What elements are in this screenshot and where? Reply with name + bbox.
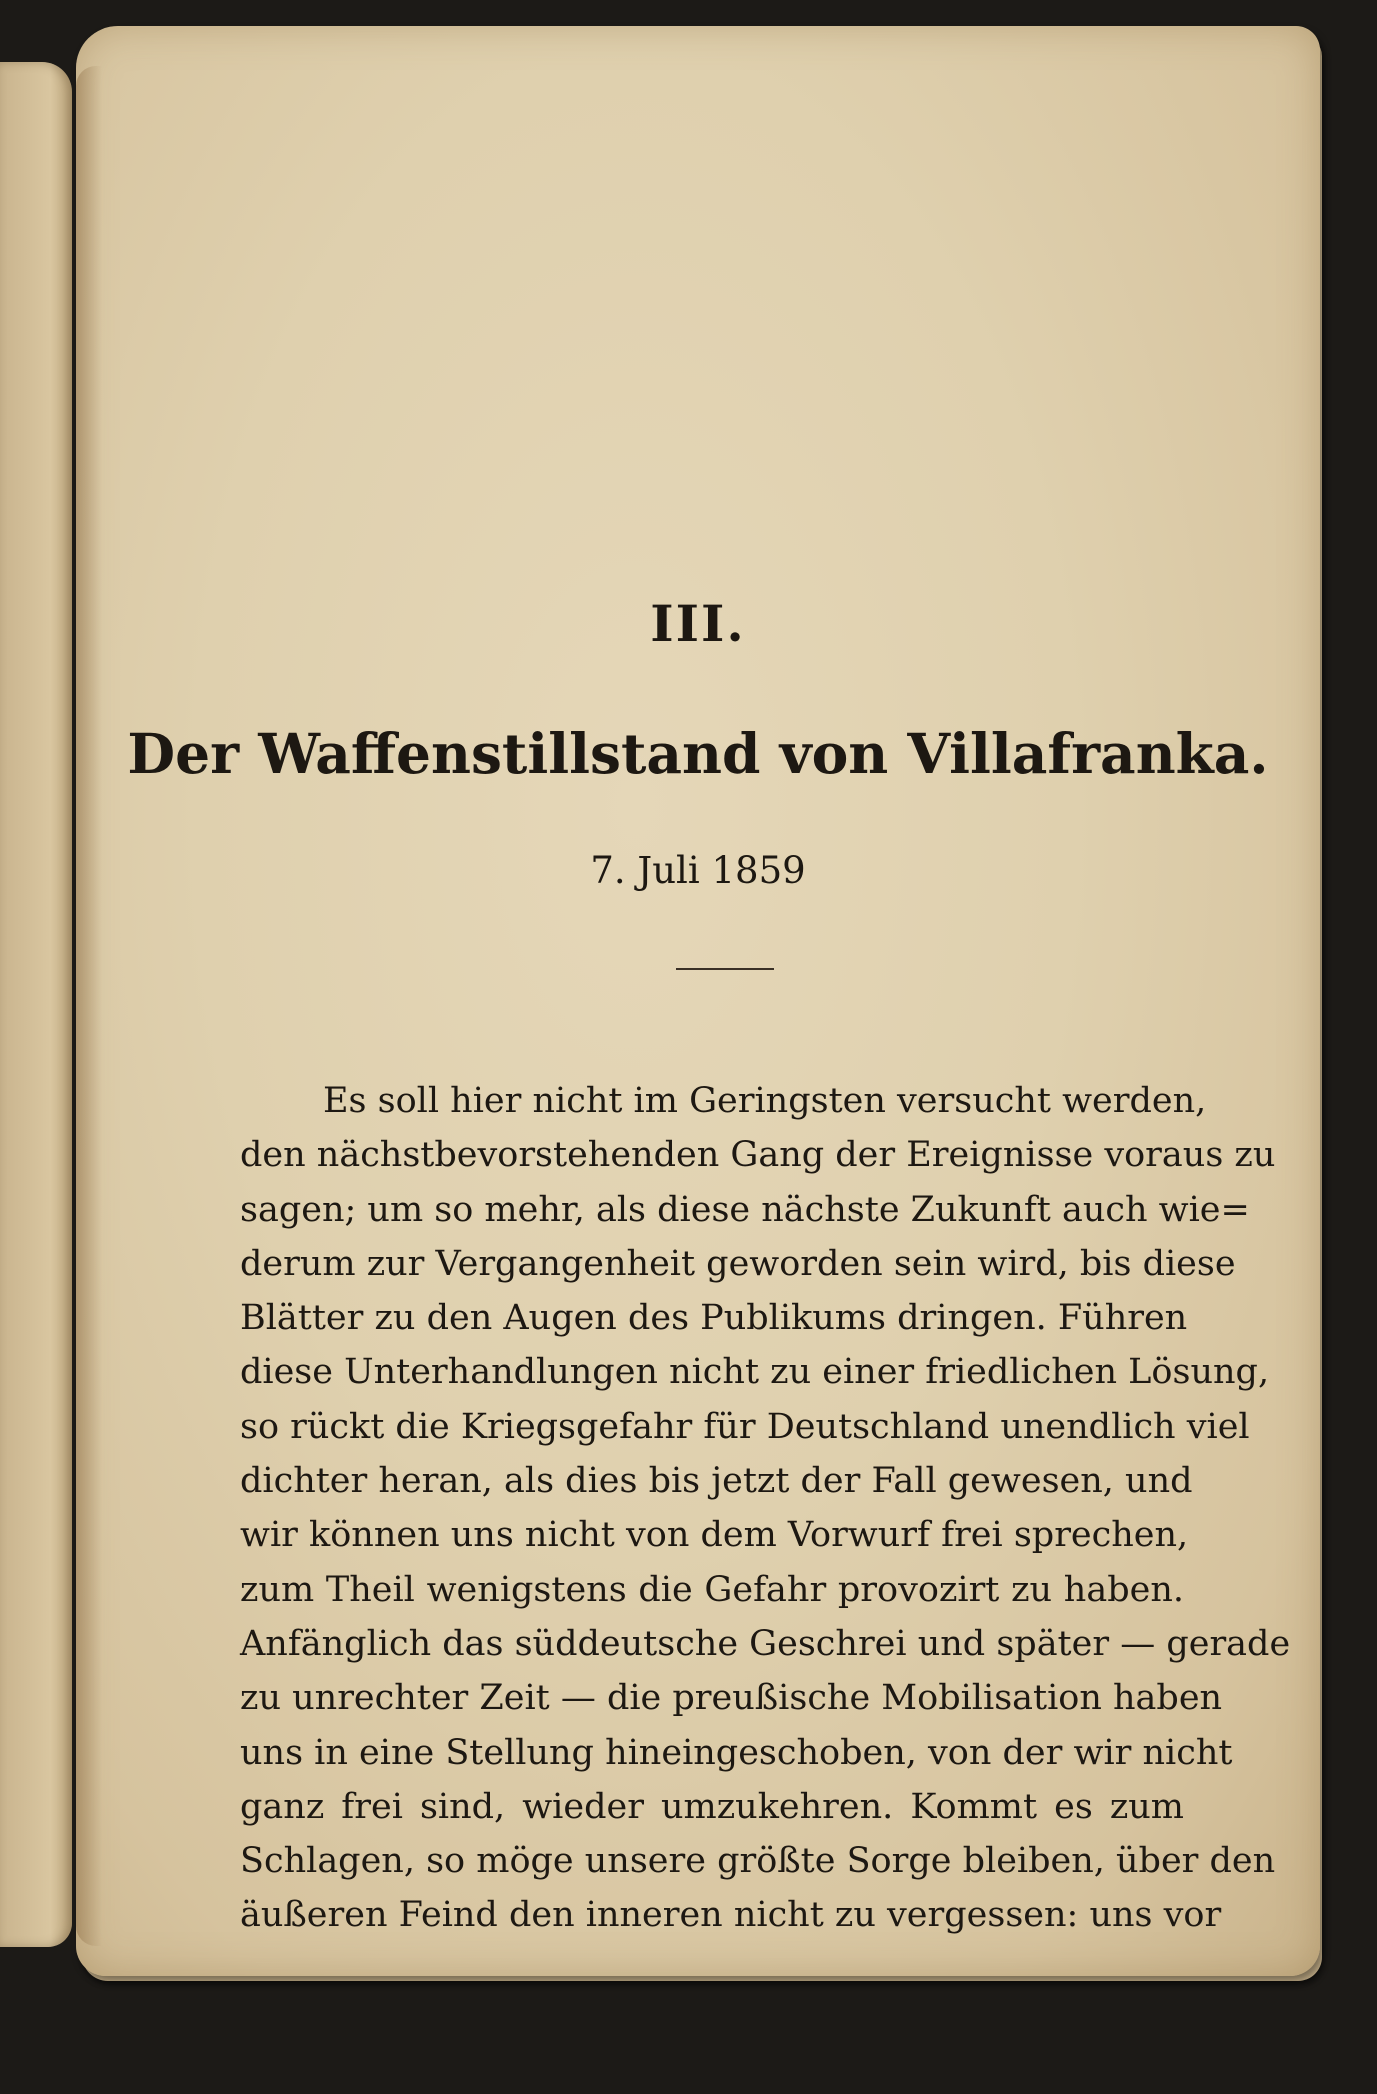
text-line: Anfänglich das süddeutsche Geschrei und später — gerade — [240, 1623, 1291, 1664]
facing-page-edge — [0, 62, 72, 1947]
text-line: uns in eine Stellung hineingeschoben, von der wir nicht — [240, 1732, 1233, 1773]
text-line: ganz frei sind, wieder umzukehren. Kommt es zum — [240, 1786, 1184, 1827]
text-line: Blätter zu den Augen des Publikums dringen. Führen — [240, 1298, 1188, 1339]
text-line: Schlagen, so möge unsere größte Sorge bleiben, über den — [240, 1841, 1276, 1882]
text-line: derum zur Vergangenheit geworden sein wird, bis diese — [240, 1243, 1236, 1284]
text-line: zum Theil wenigstens die Gefahr provozirt zu haben. — [240, 1569, 1184, 1610]
text-line: Es soll hier nicht im Geringsten versucht werden, — [323, 1081, 1207, 1121]
text-line: äußeren Feind den inneren nicht zu vergessen: uns vor — [240, 1895, 1222, 1936]
text-line: so rückt die Kriegsgefahr für Deutschland unendlich viel — [240, 1406, 1250, 1447]
text-line: diese Unterhandlungen nicht zu einer friedlichen Lösung, — [240, 1352, 1270, 1393]
text-line: wir können uns nicht von dem Vorwurf frei sprechen, — [240, 1515, 1189, 1556]
text-line: dichter heran, als dies bis jetzt der Fall gewesen, und — [240, 1461, 1193, 1502]
body-paragraph — [240, 1074, 1291, 1943]
section-divider — [676, 968, 774, 970]
text-line: zu unrechter Zeit — die preußische Mobilisation haben — [240, 1678, 1223, 1719]
chapter-title: Der Waffenstillstand von Villafranka. — [127, 721, 1269, 786]
book-page — [76, 26, 1320, 1976]
page-gutter-shadow — [76, 66, 102, 1946]
chapter-number: III. — [650, 594, 746, 653]
text-line: den nächstbevorstehenden Gang der Ereignisse voraus zu — [240, 1135, 1276, 1176]
chapter-date: 7. Juli 1859 — [590, 849, 806, 892]
text-line: sagen; um so mehr, als diese nächste Zukunft auch wie= — [240, 1189, 1250, 1230]
